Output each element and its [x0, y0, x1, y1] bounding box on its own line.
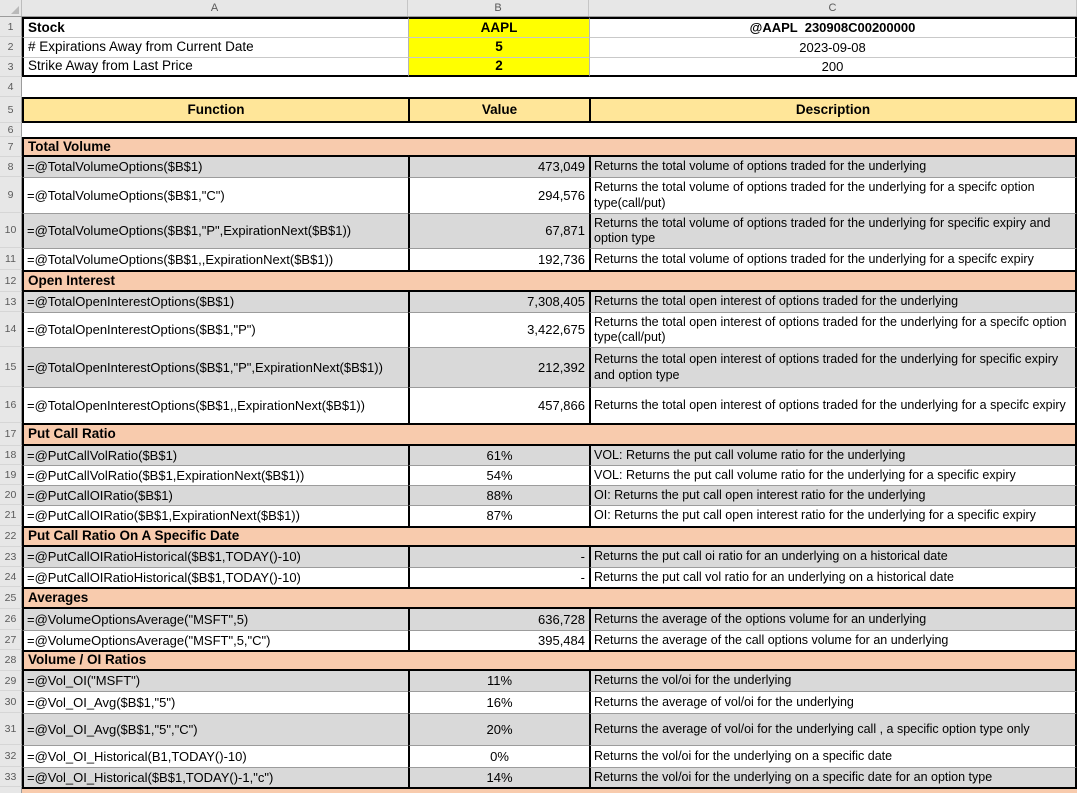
- row-26: [0, 609, 1077, 630]
- cell-C15-description[interactable]: Returns the total open interest of options traded for the underlying for specific expiry and option type: [589, 347, 1077, 387]
- row-header-12[interactable]: 12: [0, 270, 22, 292]
- row-12-section: [0, 270, 1077, 292]
- row-17-section: [0, 423, 1077, 446]
- cell-A5-function-header[interactable]: Function: [22, 97, 408, 123]
- cell-B27-value[interactable]: 395,484: [408, 630, 589, 650]
- row-header-20[interactable]: 20: [0, 485, 22, 505]
- cell-A23-function[interactable]: =@PutCallOIRatioHistorical($B$1,TODAY()-10): [22, 547, 408, 567]
- row-2: [0, 37, 1077, 57]
- row-32: [0, 745, 1077, 767]
- cell-B21-value[interactable]: 87%: [408, 505, 589, 526]
- cell-B3-strike-value[interactable]: 2: [408, 57, 589, 77]
- cell-A18-function[interactable]: =@PutCallVolRatio($B$1): [22, 446, 408, 465]
- row-header-19[interactable]: 19: [0, 465, 22, 485]
- cell-B10-value[interactable]: 67,871: [408, 213, 589, 248]
- row-8: [0, 157, 1077, 177]
- cell-A3-strike-label[interactable]: Strike Away from Last Price: [22, 57, 408, 77]
- cell-C8-description[interactable]: Returns the total volume of options traded for the underlying: [589, 157, 1077, 177]
- row-header-6[interactable]: 6: [0, 123, 22, 137]
- cell-B2-expirations-value[interactable]: 5: [408, 37, 589, 57]
- column-header-B[interactable]: B: [408, 0, 589, 16]
- row-header-25[interactable]: 25: [0, 587, 22, 609]
- cell-A24-function[interactable]: =@PutCallOIRatioHistorical($B$1,TODAY()-10): [22, 567, 408, 587]
- cell-C19-description[interactable]: VOL: Returns the put call volume ratio for the underlying for a specific expiry: [589, 465, 1077, 485]
- column-header-strip: [0, 0, 1077, 17]
- row-31: [0, 713, 1077, 745]
- row-28-section: [0, 650, 1077, 671]
- cell-A20-function[interactable]: =@PutCallOIRatio($B$1): [22, 485, 408, 505]
- cell-A16-function[interactable]: =@TotalOpenInterestOptions($B$1,,ExpirationNext($B$1)): [22, 387, 408, 423]
- row-13: [0, 292, 1077, 312]
- row-header-21[interactable]: 21: [0, 505, 22, 526]
- cell-C1-option-code[interactable]: @AAPL 230908C00200000: [589, 17, 1077, 37]
- cell-C33-description[interactable]: Returns the vol/oi for the underlying on a specific date for an option type: [589, 767, 1077, 787]
- cell-B16-value[interactable]: 457,866: [408, 387, 589, 423]
- row-header-33[interactable]: 33: [0, 767, 22, 787]
- cell-B9-value[interactable]: 294,576: [408, 177, 589, 213]
- cell-A1-stock-label[interactable]: Stock: [22, 17, 408, 37]
- row-33: [0, 767, 1077, 787]
- row-header-7[interactable]: 7: [0, 137, 22, 157]
- row-29: [0, 671, 1077, 691]
- row-19: [0, 465, 1077, 485]
- row-header-17[interactable]: 17: [0, 423, 22, 446]
- row-header-15[interactable]: 15: [0, 347, 22, 387]
- cell-C30-description[interactable]: Returns the average of vol/oi for the underlying: [589, 691, 1077, 713]
- select-all-corner[interactable]: [0, 0, 22, 16]
- cell-B15-value[interactable]: 212,392: [408, 347, 589, 387]
- cell-C31-description[interactable]: Returns the average of vol/oi for the underlying call , a specific option type only: [589, 713, 1077, 745]
- row-header-4[interactable]: 4: [0, 77, 22, 97]
- section-row-partial[interactable]: [22, 787, 1077, 793]
- cell-A15-function[interactable]: =@TotalOpenInterestOptions($B$1,"P",ExpirationNext($B$1)): [22, 347, 408, 387]
- section-title-open-interest[interactable]: Open Interest: [22, 270, 1077, 292]
- row-11: [0, 248, 1077, 270]
- row-34-partial-section: [0, 787, 1077, 793]
- row-1: [0, 17, 1077, 37]
- row-21: [0, 505, 1077, 526]
- cell-A32-function[interactable]: =@Vol_OI_Historical(B1,TODAY()-10): [22, 745, 408, 767]
- section-title-put-call-ratio-specific-date[interactable]: Put Call Ratio On A Specific Date: [22, 526, 1077, 547]
- row-header-13[interactable]: 13: [0, 292, 22, 312]
- cell-A27-function[interactable]: =@VolumeOptionsAverage("MSFT",5,"C"): [22, 630, 408, 650]
- row-header-26[interactable]: 26: [0, 609, 22, 630]
- cell-A31-function[interactable]: =@Vol_OI_Avg($B$1,"5","C"): [22, 713, 408, 745]
- cell-B20-value[interactable]: 88%: [408, 485, 589, 505]
- cell-C10-description[interactable]: Returns the total volume of options traded for the underlying for specific expiry and option type: [589, 213, 1077, 248]
- cell-C9-description[interactable]: Returns the total volume of options traded for the underlying for a specifc option type(call/put): [589, 177, 1077, 213]
- cell-A9-function[interactable]: =@TotalVolumeOptions($B$1,"C"): [22, 177, 408, 213]
- cell-C29-description[interactable]: Returns the vol/oi for the underlying: [589, 671, 1077, 691]
- row-header-22[interactable]: 22: [0, 526, 22, 547]
- cell-C13-description[interactable]: Returns the total open interest of options traded for the underlying: [589, 292, 1077, 312]
- cell-C24-description[interactable]: Returns the put call vol ratio for an underlying on a historical date: [589, 567, 1077, 587]
- row-header-2[interactable]: 2: [0, 37, 22, 57]
- cell-B18-value[interactable]: 61%: [408, 446, 589, 465]
- row-header-11[interactable]: 11: [0, 248, 22, 270]
- cell-A30-function[interactable]: =@Vol_OI_Avg($B$1,"5"): [22, 691, 408, 713]
- cell-A33-function[interactable]: =@Vol_OI_Historical($B$1,TODAY()-1,"c"): [22, 767, 408, 787]
- row-15: [0, 347, 1077, 387]
- row-header-23[interactable]: 23: [0, 547, 22, 567]
- cell-C21-description[interactable]: OI: Returns the put call open interest ratio for the underlying for a specific expiry: [589, 505, 1077, 526]
- cell-B23-value[interactable]: -: [408, 547, 589, 567]
- section-title-volume-oi-ratios[interactable]: Volume / OI Ratios: [22, 650, 1077, 671]
- cell-A13-function[interactable]: =@TotalOpenInterestOptions($B$1): [22, 292, 408, 312]
- row-18: [0, 446, 1077, 465]
- section-title-total-volume[interactable]: Total Volume: [22, 137, 1077, 157]
- cell-A2-expirations-label[interactable]: # Expirations Away from Current Date: [22, 37, 408, 57]
- row-16: [0, 387, 1077, 423]
- row-header-30[interactable]: 30: [0, 691, 22, 713]
- cell-C32-description[interactable]: Returns the vol/oi for the underlying on a specific date: [589, 745, 1077, 767]
- row-9: [0, 177, 1077, 213]
- cell-B32-value[interactable]: 0%: [408, 745, 589, 767]
- cell-B29-value[interactable]: 11%: [408, 671, 589, 691]
- row-10: [0, 213, 1077, 248]
- cell-B26-value[interactable]: 636,728: [408, 609, 589, 630]
- cell-C27-description[interactable]: Returns the average of the call options volume for an underlying: [589, 630, 1077, 650]
- empty-cells-row6[interactable]: [22, 123, 1077, 137]
- section-title-averages[interactable]: Averages: [22, 587, 1077, 609]
- row-header-27[interactable]: 27: [0, 630, 22, 650]
- cell-B14-value[interactable]: 3,422,675: [408, 312, 589, 347]
- cell-C23-description[interactable]: Returns the put call oi ratio for an underlying on a historical date: [589, 547, 1077, 567]
- row-header-18[interactable]: 18: [0, 446, 22, 465]
- cell-B8-value[interactable]: 473,049: [408, 157, 589, 177]
- cell-A14-function[interactable]: =@TotalOpenInterestOptions($B$1,"P"): [22, 312, 408, 347]
- cell-B31-value[interactable]: 20%: [408, 713, 589, 745]
- cell-B13-value[interactable]: 7,308,405: [408, 292, 589, 312]
- row-3: [0, 57, 1077, 77]
- cell-C16-description[interactable]: Returns the total open interest of options traded for the underlying for a specifc expiry: [589, 387, 1077, 423]
- cell-B33-value[interactable]: 14%: [408, 767, 589, 787]
- row-header-24[interactable]: 24: [0, 567, 22, 587]
- cell-B11-value[interactable]: 192,736: [408, 248, 589, 270]
- row-5-table-header: [0, 97, 1077, 123]
- cell-B30-value[interactable]: 16%: [408, 691, 589, 713]
- row-header-10[interactable]: 10: [0, 213, 22, 248]
- cell-C3-strike-price[interactable]: 200: [589, 57, 1077, 77]
- cell-A26-function[interactable]: =@VolumeOptionsAverage("MSFT",5): [22, 609, 408, 630]
- row-20: [0, 485, 1077, 505]
- row-30: [0, 691, 1077, 713]
- cell-C20-description[interactable]: OI: Returns the put call open interest ratio for the underlying: [589, 485, 1077, 505]
- row-header-29[interactable]: 29: [0, 671, 22, 691]
- cell-C11-description[interactable]: Returns the total volume of options traded for the underlying for a specifc expiry: [589, 248, 1077, 270]
- cell-B1-stock-symbol[interactable]: AAPL: [408, 17, 589, 37]
- row-header-16[interactable]: 16: [0, 387, 22, 423]
- cell-A11-function[interactable]: =@TotalVolumeOptions($B$1,,ExpirationNext($B$1)): [22, 248, 408, 270]
- cell-A8-function[interactable]: =@TotalVolumeOptions($B$1): [22, 157, 408, 177]
- cell-A29-function[interactable]: =@Vol_OI("MSFT"): [22, 671, 408, 691]
- cell-C5-description-header[interactable]: Description: [589, 97, 1077, 123]
- column-header-A[interactable]: A: [22, 0, 408, 16]
- cell-C18-description[interactable]: VOL: Returns the put call volume ratio for the underlying: [589, 446, 1077, 465]
- cell-A19-function[interactable]: =@PutCallVolRatio($B$1,ExpirationNext($B$1)): [22, 465, 408, 485]
- row-25-section: [0, 587, 1077, 609]
- row-27: [0, 630, 1077, 650]
- cell-B5-value-header[interactable]: Value: [408, 97, 589, 123]
- row-header-32[interactable]: 32: [0, 745, 22, 767]
- row-22-section: [0, 526, 1077, 547]
- cell-B19-value[interactable]: 54%: [408, 465, 589, 485]
- row-header-14[interactable]: 14: [0, 312, 22, 347]
- row-header-34[interactable]: [0, 787, 22, 793]
- row-header-8[interactable]: 8: [0, 157, 22, 177]
- row-header-9[interactable]: 9: [0, 177, 22, 213]
- column-header-C[interactable]: C: [589, 0, 1077, 16]
- row-24: [0, 567, 1077, 587]
- row-header-1[interactable]: 1: [0, 17, 22, 37]
- row-7-section: [0, 137, 1077, 157]
- row-6: [0, 123, 1077, 137]
- row-header-28[interactable]: 28: [0, 650, 22, 671]
- empty-cells-row4[interactable]: [22, 77, 1077, 97]
- cell-C14-description[interactable]: Returns the total open interest of options traded for the underlying for a specifc option type(call/put): [589, 312, 1077, 347]
- row-header-31[interactable]: 31: [0, 713, 22, 745]
- section-title-put-call-ratio[interactable]: Put Call Ratio: [22, 423, 1077, 446]
- cell-B24-value[interactable]: -: [408, 567, 589, 587]
- cell-A21-function[interactable]: =@PutCallOIRatio($B$1,ExpirationNext($B$1)): [22, 505, 408, 526]
- row-4: [0, 77, 1077, 97]
- cell-C26-description[interactable]: Returns the average of the options volume for an underlying: [589, 609, 1077, 630]
- row-14: [0, 312, 1077, 347]
- row-header-5[interactable]: 5: [0, 97, 22, 123]
- cell-C2-expiry-date[interactable]: 2023-09-08: [589, 37, 1077, 57]
- cell-A10-function[interactable]: =@TotalVolumeOptions($B$1,"P",ExpirationNext($B$1)): [22, 213, 408, 248]
- row-header-3[interactable]: 3: [0, 57, 22, 77]
- row-23: [0, 547, 1077, 567]
